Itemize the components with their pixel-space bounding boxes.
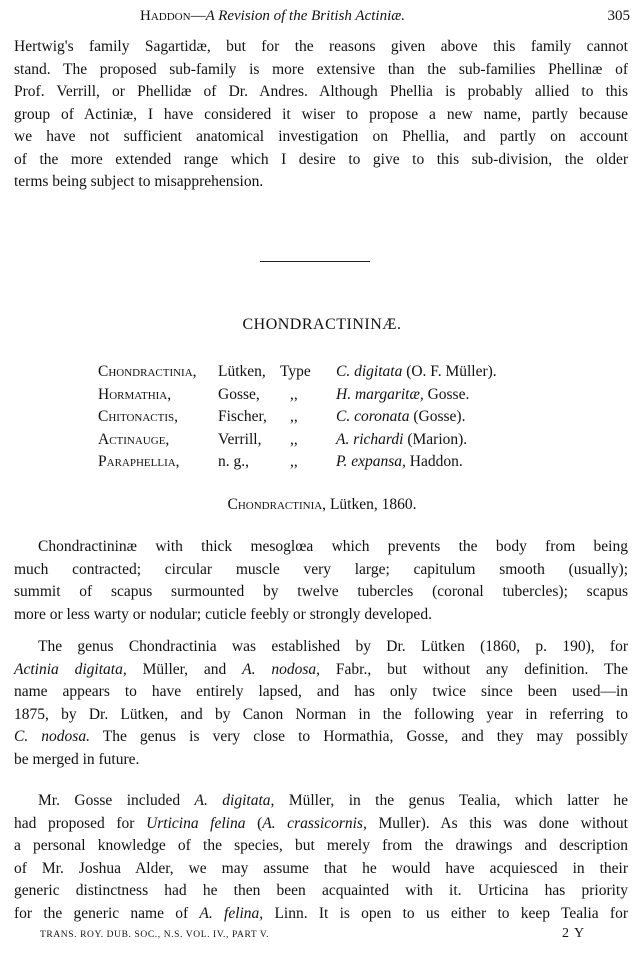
type-species-author: (Gosse). <box>413 408 466 425</box>
genus-name: Chondractinia, <box>98 363 197 380</box>
text-line: group of Actiniæ, I have considered it wiser to propose a new name, partly because <box>14 105 628 123</box>
text-line: summit of scapus surmounted by twelve tubercles (coronal tubercles); scapus <box>14 583 628 600</box>
genus-author: Lütken, <box>218 363 266 380</box>
text-line: of the more extended range which I desire to give to this sub-division, the older <box>14 150 628 168</box>
type-species: C. digitata <box>336 363 403 380</box>
ditto-mark: ,, <box>290 385 298 403</box>
text-span: for the generic name of <box>14 904 189 922</box>
genus-author: Verrill, <box>218 430 262 448</box>
table-row <box>98 361 497 384</box>
text-line: much contracted; circular muscle very large; capitulum smooth (usually); <box>14 560 628 578</box>
genera-table <box>98 361 497 474</box>
text-span: The genus is very close to Hormathia, Gosse, and they may possibly <box>102 728 628 745</box>
text-span: Linn. It is open to us either to keep Tealia for <box>274 904 628 922</box>
ditto-mark: ,, <box>290 430 298 448</box>
text-line: 1875, by Dr. Lütken, and by Canon Norman in the following year in referring to <box>14 705 628 723</box>
text-line <box>14 903 628 926</box>
subheading-rest: Lütken, 1860. <box>329 496 417 513</box>
genus-subheading <box>0 496 644 514</box>
paragraph-gosse-tealia <box>14 790 628 925</box>
text-line: Prof. Verrill, or Phellidæ of Dr. Andres. Although Phellia is probably allied to this <box>14 83 628 100</box>
ditto-mark: ,, <box>290 453 298 470</box>
text-line <box>14 790 628 813</box>
text-line: The genus Chondractinia was established by Dr. Lütken (1860, p. 190), for <box>38 638 628 655</box>
journal-reference: TRANS. ROY. DUB. SOC., N.S. VOL. IV., PART V. <box>40 930 270 940</box>
genus-author: Gosse, <box>218 385 260 403</box>
text-line: Chondractininæ with thick mesoglœa which prevents the body from being <box>38 538 628 555</box>
text-line: of Mr. Joshua Alder, we may assume that he would have acquiesced in their <box>14 859 628 877</box>
running-header <box>0 8 644 30</box>
genus-name: Actinauge, <box>98 430 170 448</box>
paragraph-intro <box>14 36 628 194</box>
type-mark: Type <box>280 363 311 380</box>
text-line: a personal knowledge of the species, but merely from the drawings and description <box>14 837 628 854</box>
type-species: P. expansa, <box>336 453 406 470</box>
text-span: ( <box>257 814 263 832</box>
species-name: A. nodosa, <box>242 660 321 678</box>
text-line: generic distinctness had he then been acquainted with it. Urticina has priority <box>14 882 628 899</box>
signature-mark: 2 Y <box>562 926 586 941</box>
section-title: CHONDRACTININÆ. <box>242 316 402 333</box>
paragraph-genus-history <box>14 636 628 771</box>
text-line: be merged in future. <box>14 750 140 768</box>
text-span: Müller, and <box>142 660 227 678</box>
text-line <box>14 726 628 749</box>
species-name: C. nodosa. <box>14 728 90 745</box>
genus-name: Hormathia, <box>98 385 172 403</box>
text-span: Müller, in the genus Tealia, which latter he <box>288 792 628 809</box>
paragraph-diagnosis <box>14 536 628 626</box>
species-name: Urticina felina <box>146 814 246 832</box>
genus-author: Fischer, <box>218 408 267 425</box>
genus-author: n. g., <box>218 453 249 470</box>
table-row <box>98 406 497 429</box>
subheading-genus: Chondractinia, <box>227 496 327 513</box>
table-row <box>98 384 497 407</box>
type-species-author: Gosse. <box>427 385 470 403</box>
ditto-mark: ,, <box>290 408 298 425</box>
type-species-author: (O. F. Müller). <box>406 363 497 380</box>
running-title-dash: — <box>190 8 206 24</box>
type-species: C. coronata <box>336 408 410 425</box>
genus-name: Chitonactis, <box>98 408 179 425</box>
species-name: A. digitata, <box>194 792 275 809</box>
text-line: terms being subject to misapprehension. <box>14 173 264 190</box>
species-name: A. crassicornis, <box>262 814 367 832</box>
running-title-text: A Revision of the British Actiniæ. <box>205 8 405 24</box>
table-row <box>98 429 497 452</box>
text-line <box>14 659 628 682</box>
text-span: had proposed for <box>14 814 135 832</box>
text-line <box>14 813 628 836</box>
species-name: A. felina, <box>199 904 264 922</box>
running-title <box>140 8 405 25</box>
text-span: Fabr., but without any definition. The <box>335 660 629 678</box>
type-species-author: Haddon. <box>409 453 463 470</box>
type-species: H. margaritæ, <box>336 385 424 403</box>
text-line: we have not sufficient anatomical investigation on Phellia, and partly on account <box>14 128 628 145</box>
text-line: Hertwig's family Sagartidæ, but for the reasons given above this family cannot <box>14 38 628 55</box>
table-row <box>98 451 497 474</box>
species-name: Actinia digitata, <box>14 660 127 678</box>
type-species: A. richardi <box>336 430 404 448</box>
page-number: 305 <box>607 8 630 24</box>
text-line: name appears to have entirely lapsed, and has only twice since been used—in <box>14 683 628 700</box>
text-line: more or less warty or nodular; cuticle feebly or strongly developed. <box>14 605 432 623</box>
text-span: Mr. Gosse included <box>38 792 181 809</box>
text-line: stand. The proposed sub-family is more extensive than the sub-families Phellinæ of <box>14 60 628 78</box>
type-species-author: (Marion). <box>407 430 468 448</box>
running-title-author: Haddon <box>140 8 191 24</box>
text-span: Muller). As this was done without <box>378 814 628 832</box>
page-footer <box>0 928 644 946</box>
section-divider-rule <box>260 261 370 262</box>
genus-name: Paraphellia, <box>98 453 180 470</box>
